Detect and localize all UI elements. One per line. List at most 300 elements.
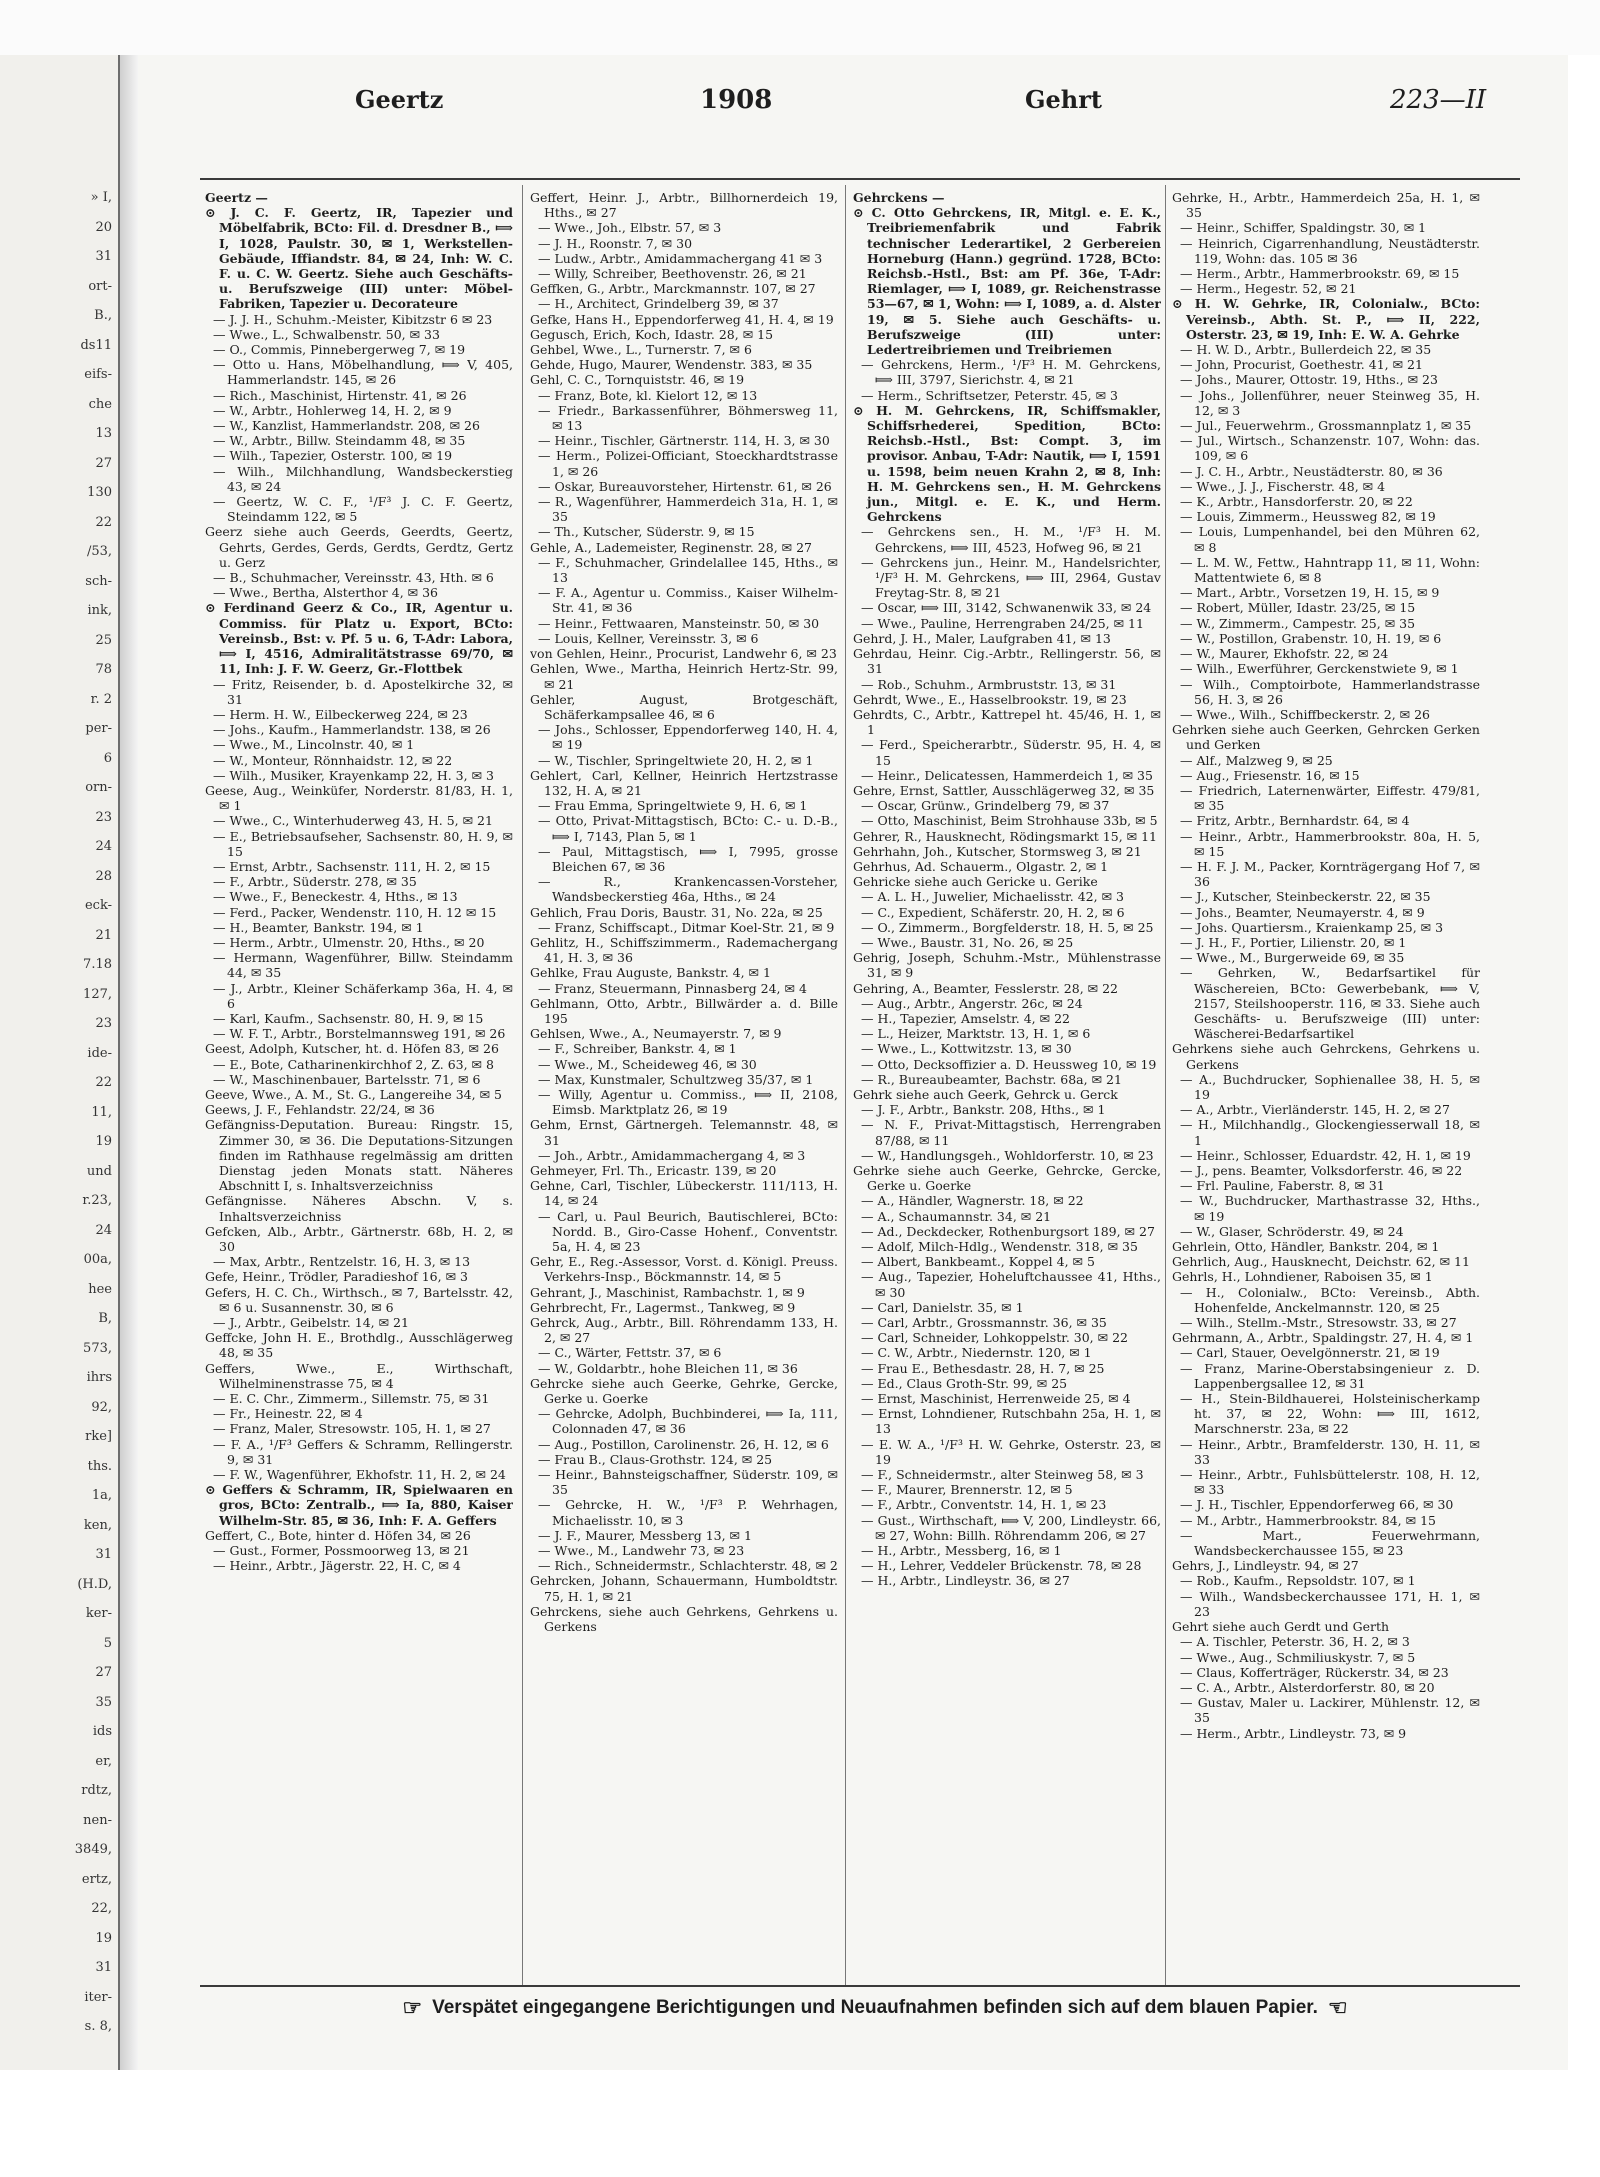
directory-entry: — Willy, Schreiber, Beethovenstr. 26, ✉ 21: [538, 266, 807, 282]
directory-entry: — B., Schuhmacher, Vereinsstr. 43, Hth. ✉ 6: [213, 570, 494, 586]
adjacent-page-fragment: 1a,: [91, 1488, 112, 1503]
header-first-entry: Geertz: [355, 85, 444, 114]
directory-entry: — Fr., Heinestr. 22, ✉ 4: [213, 1406, 363, 1422]
adjacent-page-fragment: ds11: [80, 337, 112, 353]
directory-entry: — W., Maurer, Ekhofstr. 22, ✉ 24: [1180, 646, 1389, 662]
adjacent-page-fragment: 78: [95, 662, 112, 677]
directory-entry: — Aug., Postillon, Carolinenstr. 26, H. 12, ✉ 6: [538, 1436, 829, 1452]
adjacent-page-fragment: 23: [95, 809, 112, 825]
directory-entry: — W., Buchdrucker, Marthastrasse 32, Hths., ✉ 19: [1180, 1193, 1480, 1224]
directory-entry: Geffken, G., Arbtr., Marckmannstr. 107, ✉ 27: [530, 281, 816, 297]
directory-entry: — Louis, Lumpenhandel, bei den Mühren 62, ✉ 8: [1180, 524, 1480, 555]
directory-entry: — F., Schreiber, Bankstr. 4, ✉ 1: [538, 1041, 737, 1057]
directory-entry: — Otto u. Hans, Möbelhandlung, ⟾ V, 405, Hammerlandstr. 145, ✉ 26: [213, 357, 513, 388]
adjacent-page-fragment: 00a,: [83, 1252, 112, 1267]
adjacent-page-fragment: 22: [95, 1075, 112, 1090]
directory-entry: — Gust., Former, Possmoorweg 13, ✉ 21: [213, 1543, 470, 1559]
directory-entry: — J., Kutscher, Steinbeckerstr. 22, ✉ 35: [1180, 889, 1431, 905]
directory-entry: Geews, J. F., Fehlandstr. 22/24, ✉ 36: [205, 1102, 435, 1118]
directory-entry: Gehrhus, Ad. Schauerm., Olgastr. 2, ✉ 1: [853, 858, 1109, 874]
adjacent-page-fragment: 35: [95, 1694, 112, 1710]
adjacent-page-fragment: ths.: [87, 1458, 112, 1474]
directory-entry: — Heinrich, Cigarrenhandlung, Neustädterstr. 119, Wohn: das. 105 ✉ 36: [1180, 235, 1480, 266]
directory-entry: — A. Tischler, Peterstr. 36, H. 2, ✉ 3: [1180, 1634, 1410, 1650]
directory-entry: — Heinr., Tischler, Gärtnerstr. 114, H. 3, ✉ 30: [538, 433, 830, 449]
directory-entry: — Wwe., M., Burgerweide 69, ✉ 35: [1180, 950, 1405, 966]
directory-entry: Geese, Aug., Weinküfer, Norderstr. 81/83, H. 1, ✉ 1: [205, 782, 513, 814]
directory-entry: — Johs., Kaufm., Hammerlandstr. 138, ✉ 26: [213, 722, 491, 738]
directory-entry: — H., Arbtr., Messberg, 16, ✉ 1: [861, 1543, 1062, 1559]
adjacent-page-fragment: 24: [95, 1222, 112, 1238]
directory-entry: — Wilh., Ewerführer, Gerckenstwiete 9, ✉ 1: [1180, 661, 1459, 677]
directory-entry: — Frau B., Claus-Grothstr. 124, ✉ 25: [538, 1451, 773, 1467]
directory-entry: — Herm., Schriftsetzer, Peterstr. 45, ✉ 3: [861, 387, 1119, 403]
directory-entry: — Gehrcke, Adolph, Buchbinderei, ⟾ Ia, 111, Colonnaden 47, ✉ 36: [538, 1406, 838, 1437]
adjacent-page-fragment: 19: [95, 1930, 112, 1946]
directory-entry: — C. W., Arbtr., Niedernstr. 120, ✉ 1: [861, 1345, 1092, 1361]
adjacent-page-fragment: 3849,: [74, 1842, 112, 1857]
adjacent-page-fragment: 31: [95, 1547, 112, 1562]
directory-entry: — W., Monteur, Rönnhaidstr. 12, ✉ 22: [213, 752, 453, 768]
firm-entry: ⊙ H. W. Gehrke, IR, Colonialw., BCto: Vereinsb., Abth. St. P., ⟾ II, 222, Osterstr. 23, ✉ 19, Inh: E. W. A. Gehrke: [1172, 296, 1480, 342]
directory-entry: — Gehrckens, Herm., ¹/F³ H. M. Gehrckens, ⟾ III, 3797, Sierichstr. 4, ✉ 21: [861, 357, 1161, 388]
directory-entry: — F., Schuhmacher, Grindelallee 145, Hths., ✉ 13: [538, 554, 838, 586]
adjacent-page-fragment: 27: [95, 455, 112, 471]
directory-entry: Gehm, Ernst, Gärtnergeh. Telemannstr. 48, ✉ 31: [530, 1117, 838, 1148]
adjacent-page-fragment: nen-: [83, 1812, 112, 1828]
directory-entry: — Willy, Agentur u. Commiss., ⟾ II, 2108, Eimsb. Marktplatz 26, ✉ 19: [538, 1086, 838, 1118]
directory-entry: Gehrlich, Aug., Hausknecht, Deichstr. 62, ✉ 11: [1172, 1254, 1470, 1270]
directory-entry: — K., Arbtr., Hansdorferstr. 20, ✉ 22: [1180, 494, 1413, 510]
directory-entry: — Frau Emma, Springeltwiete 9, H. 6, ✉ 1: [538, 798, 808, 814]
directory-entry: — Heinr., Arbtr., Bramfelderstr. 130, H. 11, ✉ 33: [1180, 1436, 1480, 1467]
directory-entry: — Otto, Maschinist, Beim Strohhause 33b, ✉ 5: [861, 813, 1158, 829]
directory-entry: — H., Arbtr., Lindleystr. 36, ✉ 27: [861, 1573, 1070, 1589]
directory-entry: — W., Handlungsgeh., Wohldorferstr. 10, ✉ 23: [861, 1147, 1154, 1163]
directory-entry: — F., Maurer, Brennerstr. 12, ✉ 5: [861, 1482, 1073, 1498]
directory-entry: — Gehrcke, H. W., ¹/F³ P. Wehrhagen, Michaelisstr. 10, ✉ 3: [538, 1497, 838, 1528]
directory-entry: — Heinr., Arbtr., Hammerbrookstr. 80a, H. 5, ✉ 15: [1180, 828, 1480, 859]
adjacent-page-fragment: r. 2: [90, 691, 112, 707]
directory-entry: — Carl, Danielstr. 35, ✉ 1: [861, 1299, 1024, 1315]
directory-entry: Gehrk siehe auch Geerk, Gehrck u. Gerck: [853, 1086, 1118, 1102]
directory-entry: — Carl, Arbtr., Grossmannstr. 36, ✉ 35: [861, 1315, 1107, 1331]
directory-entry: Gefängniss-Deputation. Bureau: Ringstr. 15, Zimmer 30, ✉ 36. Die Deputations-Sitzungen finden im Rathhause regelmässig am dritten Dienstag jeden Monats statt. Näheres Abschnitt I, s. Inhaltsverzeichniss: [205, 1117, 513, 1194]
directory-entry: — Gust., Wirthschaft, ⟾ V, 200, Lindleystr. 66, ✉ 27, Wohn: Billh. Röhrendamm 206, ✉ 27: [861, 1512, 1161, 1543]
directory-entry: — Mart., Feuerwehrmann, Wandsbeckerchaussee 155, ✉ 23: [1180, 1527, 1480, 1559]
adjacent-page-fragment: ihrs: [86, 1370, 112, 1385]
header-rule: [200, 178, 1520, 180]
directory-entry: — Rich., Maschinist, Hirtenstr. 41, ✉ 26: [213, 387, 467, 403]
adjacent-page-fragment: B.,: [94, 308, 112, 323]
directory-entry: — Wwe., M., Scheideweg 46, ✉ 30: [538, 1056, 757, 1072]
directory-entry: — Robert, Müller, Idastr. 23/25, ✉ 15: [1180, 600, 1416, 616]
directory-entry: Gehrckens, siehe auch Gehrkens, Gehrkens u. Gerkens: [530, 1603, 838, 1635]
directory-entry: — Herm., Arbtr., Hammerbrookstr. 69, ✉ 15: [1180, 266, 1460, 282]
directory-entry: — Wwe., M., Lincolnstr. 40, ✉ 1: [213, 737, 415, 753]
directory-entry: — O., Zimmerm., Borgfelderstr. 18, H. 5, ✉ 25: [861, 919, 1154, 935]
column-divider: [845, 185, 846, 1985]
directory-entry: — Th., Kutscher, Süderstr. 9, ✉ 15: [538, 524, 755, 540]
directory-entry: — H., Architect, Grindelberg 39, ✉ 37: [538, 296, 779, 312]
directory-entry: — C., Wärter, Fettstr. 37, ✉ 6: [538, 1345, 722, 1361]
footer-notice: [230, 1995, 1520, 2019]
directory-entry: — Carl, Schneider, Lohkoppelstr. 30, ✉ 22: [861, 1330, 1128, 1346]
directory-entry: — Wwe., J. J., Fischerstr. 48, ✉ 4: [1180, 478, 1386, 494]
directory-entry: Gegusch, Erich, Koch, Idastr. 28, ✉ 15: [530, 326, 774, 342]
scan-margin-top: [0, 0, 1600, 55]
directory-entry: — Wwe., Baustr. 31, No. 26, ✉ 25: [861, 934, 1074, 950]
directory-entry: — F. A., ¹/F³ Geffers & Schramm, Rellingerstr. 9, ✉ 31: [213, 1436, 513, 1467]
directory-entry: — Gustav, Maler u. Lackirer, Mühlenstr. 12, ✉ 35: [1180, 1695, 1480, 1726]
directory-entry: — Gehrckens jun., Heinr. M., Handelsrichter, ¹/F³ H. M. Gehrckens, ⟾ III, 2964, Gustav Freytag-Str. 8, ✉ 21: [861, 554, 1161, 601]
directory-entry: — W., Tischler, Springeltwiete 20, H. 2, ✉ 1: [538, 752, 814, 768]
directory-entry: — J., Arbtr., Kleiner Schäferkamp 36a, H. 4, ✉ 6: [213, 980, 513, 1011]
directory-entry: — W., Glaser, Schröderstr. 49, ✉ 24: [1180, 1223, 1404, 1239]
directory-entry: — Wwe., Wilh., Schiffbeckerstr. 2, ✉ 26: [1180, 706, 1431, 722]
directory-entry: — Franz, Marine-Oberstabsingenieur z. D. Lappenbergsallee 12, ✉ 31: [1180, 1360, 1480, 1391]
directory-entry: — H., Stein-Bildhauerei, Holsteinischerkamp ht. 37, ✉ 22, Wohn: ⟾ III, 1612, Marschnerstr. 23a, ✉ 22: [1180, 1391, 1480, 1437]
directory-entry: — Herm. H. W., Eilbeckerweg 224, ✉ 23: [213, 706, 468, 722]
directory-entry: Gehmeyer, Frl. Th., Ericastr. 139, ✉ 20: [530, 1163, 777, 1178]
directory-entry: — Frau E., Bethesdastr. 28, H. 7, ✉ 25: [861, 1360, 1105, 1376]
directory-entry: Gehl, C. C., Tornquiststr. 46, ✉ 19: [530, 372, 745, 388]
directory-entry: — J. F., Maurer, Messberg 13, ✉ 1: [538, 1527, 752, 1543]
directory-entry: — F., Arbtr., Conventstr. 14, H. 1, ✉ 23: [861, 1497, 1107, 1513]
directory-entry: — Louis, Zimmerm., Heussweg 82, ✉ 19: [1180, 509, 1436, 525]
adjacent-page-fragment: 19: [95, 1134, 112, 1149]
directory-entry: — W., Arbtr., Hohlerweg 14, H. 2, ✉ 9: [213, 402, 452, 418]
directory-column-4: [1172, 190, 1480, 1980]
directory-entry: Gehrck, Aug., Arbtr., Bill. Röhrendamm 133, H. 2, ✉ 27: [530, 1315, 838, 1346]
directory-entry: Gehrer, R., Hausknecht, Rödingsmarkt 15, ✉ 11: [853, 828, 1158, 844]
directory-entry: Geffert, C., Bote, hinter d. Höfen 34, ✉ 26: [205, 1527, 471, 1543]
directory-entry: Gehrke, H., Arbtr., Hammerdeich 25a, H. 1, ✉ 35: [1172, 190, 1480, 221]
directory-column-2: [530, 190, 838, 1980]
directory-entry: — Alf., Malzweg 9, ✉ 25: [1180, 752, 1333, 768]
directory-entry: Gehlmann, Otto, Arbtr., Billwärder a. d. Bille 195: [530, 995, 838, 1026]
adjacent-page-fragment: » I,: [90, 190, 112, 205]
adjacent-page-fragment: ids: [92, 1724, 112, 1739]
directory-entry: — Frl. Pauline, Faberstr. 8, ✉ 31: [1180, 1178, 1385, 1194]
directory-entry: Gefcken, Alb., Arbtr., Gärtnerstr. 68b, H. 2, ✉ 30: [205, 1223, 513, 1255]
directory-entry: Gehrant, J., Maschinist, Rambachstr. 1, ✉ 9: [530, 1284, 805, 1300]
directory-entry: — Aug., Arbtr., Angerstr. 26c, ✉ 24: [861, 995, 1083, 1011]
firm-entry: ⊙ H. M. Gehrckens, IR, Schiffsmakler, Schiffsrhederei, Spedition, BCto: Reichsb.-Hstl., Bst: Compt. 3, im provisor. Anbau, T-Adr: Nautik, ⟾ I, 1591 u. 1598, beim neuen Krahn 2, ✉ 8, Inh: H. M. Gehrckens sen., H. M. Gehrckens jun., Mitgl. e. E. K., und Herm. Gehrckens: [853, 402, 1161, 525]
directory-column-3: [853, 190, 1161, 1980]
directory-entry: Geffert, Heinr. J., Arbtr., Billhornerdeich 19, Hths., ✉ 27: [530, 190, 838, 221]
adjacent-page-fragment: 5: [103, 1635, 112, 1651]
adjacent-page-fragment: B,: [98, 1311, 112, 1326]
directory-entry: — W., Kanzlist, Hammerlandstr. 208, ✉ 26: [213, 418, 480, 434]
pointing-hand-left-icon: ☜: [1327, 1995, 1348, 2020]
directory-entry: Gehrkens siehe auch Gehrckens, Gehrkens u. Gerkens: [1172, 1041, 1480, 1072]
directory-entry: Gehrdt, Wwe., E., Hasselbrookstr. 19, ✉ 23: [853, 691, 1127, 707]
directory-entry: — W., Arbtr., Billw. Steindamm 48, ✉ 35: [213, 433, 466, 449]
directory-entry: — Louis, Kellner, Vereinsstr. 3, ✉ 6: [538, 630, 759, 646]
directory-entry: — Max, Arbtr., Rentzelstr. 16, H. 3, ✉ 13: [213, 1254, 471, 1270]
directory-entry: Gehrlein, Otto, Händler, Bankstr. 204, ✉ 1: [1172, 1239, 1440, 1255]
adjacent-page-fragment: iter-: [84, 1989, 112, 2005]
directory-entry: — Jul., Wirtsch., Schanzenstr. 107, Wohn: das. 109, ✉ 6: [1180, 433, 1480, 464]
adjacent-page-fragment: sch-: [85, 573, 112, 589]
header-last-entry: Gehrt: [1025, 85, 1102, 114]
adjacent-page-fragment: rdtz,: [81, 1783, 112, 1798]
directory-entry: — E., Bote, Catharinenkirchhof 2, Z. 63, ✉ 8: [213, 1056, 494, 1072]
directory-entry: — Gehrckens sen., H. M., ¹/F³ H. M. Gehrckens, ⟾ III, 4523, Hofweg 96, ✉ 21: [861, 524, 1161, 555]
adjacent-page-fragment: 11,: [91, 1104, 112, 1120]
directory-entry: Gehlich, Frau Doris, Baustr. 31, No. 22a, ✉ 25: [530, 904, 823, 920]
directory-entry: — Heinr., Arbtr., Jägerstr. 22, H. C, ✉ 4: [213, 1558, 461, 1574]
directory-entry: — J., Arbtr., Geibelstr. 14, ✉ 21: [213, 1315, 409, 1331]
adjacent-page-fragment: 13: [95, 426, 112, 441]
adjacent-page-fragment: ink,: [87, 603, 112, 618]
adjacent-page-fragment: 31: [95, 249, 112, 264]
directory-entry: Gefers, H. C. Ch., Wirthsch., ✉ 7, Bartelsstr. 42, ✉ 6 u. Susannenstr. 30, ✉ 6: [205, 1284, 513, 1315]
directory-entry: — N. F., Privat-Mittagstisch, Herrengraben 87/88, ✉ 11: [861, 1117, 1161, 1148]
directory-entry: — Wilh., Tapezier, Osterstr. 100, ✉ 19: [213, 448, 453, 464]
directory-entry: — H., Tapezier, Amselstr. 4, ✉ 22: [861, 1010, 1070, 1026]
directory-entry: — Wwe., Pauline, Herrengraben 24/25, ✉ 11: [861, 615, 1144, 631]
directory-entry: Gehrls, H., Lohndiener, Raboisen 35, ✉ 1: [1172, 1269, 1433, 1285]
directory-entry: — Johs., Schlosser, Eppendorferweg 140, H. 4, ✉ 19: [538, 722, 838, 753]
directory-entry: — L., Heizer, Marktstr. 13, H. 1, ✉ 6: [861, 1026, 1091, 1042]
directory-entry: — W., Zimmerm., Campestr. 25, ✉ 35: [1180, 615, 1416, 631]
directory-entry: — Wwe., L., Schwalbenstr. 50, ✉ 33: [213, 326, 440, 342]
directory-entry: — Wilh., Milchhandlung, Wandsbeckerstieg 43, ✉ 24: [213, 463, 513, 494]
directory-entry: Gehrcke siehe auch Geerke, Gehrke, Gercke, Gerke u. Goerke: [530, 1375, 838, 1407]
adjacent-page-fragment: hee: [88, 1281, 112, 1297]
adjacent-page-fragment: 22,: [91, 1901, 112, 1916]
directory-entry: — Albert, Bankbeamt., Koppel 4, ✉ 5: [861, 1254, 1095, 1270]
adjacent-page-fragment: rke]: [85, 1429, 112, 1444]
adjacent-page-fragment: 6: [103, 750, 112, 766]
adjacent-page-fragment: ertz,: [81, 1871, 112, 1887]
directory-entry: — M., Arbtr., Hammerbrookstr. 84, ✉ 15: [1180, 1512, 1436, 1528]
directory-entry: — Franz, Schiffscapt., Ditmar Koel-Str. 21, ✉ 9: [538, 919, 835, 935]
adjacent-page-fragment: eifs-: [84, 367, 112, 382]
directory-entry: — Max, Kunstmaler, Schultzweg 35/37, ✉ 1: [538, 1071, 814, 1087]
directory-entry: — Aug., Tapezier, Hoheluftchaussee 41, Hths., ✉ 30: [861, 1269, 1161, 1300]
directory-entry: — Oscar, ⟾ III, 3142, Schwanenwik 33, ✉ 24: [861, 600, 1152, 616]
directory-entry: — Heinr., Fettwaaren, Mansteinstr. 50, ✉ 30: [538, 615, 820, 631]
directory-entry: Gehre, Ernst, Sattler, Ausschlägerweg 32, ✉ 35: [853, 782, 1155, 798]
adjacent-page-fragment: s. 8,: [84, 2019, 112, 2034]
directory-entry: — Geertz, W. C. F., ¹/F³ J. C. F. Geertz, Steindamm 122, ✉ 5: [213, 494, 513, 525]
directory-entry: Gehlke, Frau Auguste, Bankstr. 4, ✉ 1: [530, 965, 771, 981]
directory-entry: — Wwe., M., Landwehr 73, ✉ 23: [538, 1543, 745, 1559]
directory-entry: — Fritz, Arbtr., Bernhardstr. 64, ✉ 4: [1180, 813, 1410, 829]
directory-entry: — O., Commis, Pinnebergerweg 7, ✉ 19: [213, 342, 466, 358]
footer-rule: [200, 1985, 1520, 1987]
adjacent-page-fragment: 92,: [91, 1399, 112, 1415]
directory-entry: — Franz, Steuermann, Pinnasberg 24, ✉ 4: [538, 980, 807, 996]
adjacent-page-fragment: 7.18: [83, 957, 112, 972]
directory-entry: — Ferd., Speicherarbtr., Süderstr. 95, H. 4, ✉ 15: [861, 737, 1161, 768]
directory-entry: — Johs., Maurer, Ottostr. 19, Hths., ✉ 23: [1180, 372, 1438, 388]
directory-entry: — Ed., Claus Groth-Str. 99, ✉ 25: [861, 1375, 1068, 1391]
directory-entry: Geffers, Wwe., E., Wirthschaft, Wilhelminenstrasse 75, ✉ 4: [205, 1360, 513, 1391]
directory-entry: — W., Postillon, Grabenstr. 10, H. 19, ✉ 6: [1180, 630, 1442, 646]
directory-entry: Geffcke, John H. E., Brothdlg., Ausschlägerweg 48, ✉ 35: [205, 1330, 513, 1361]
adjacent-page-fragment: er,: [95, 1753, 112, 1769]
directory-entry: Gehlen, Wwe., Martha, Heinrich Hertz-Str. 99, ✉ 21: [530, 661, 838, 692]
directory-entry: Gehring, A., Beamter, Fesslerstr. 28, ✉ 22: [853, 980, 1118, 996]
footer-notice-text: Verspätet eingegangene Berichtigungen und Neuaufnahmen befinden sich auf dem blauen Papier.: [432, 1997, 1318, 2018]
book-gutter: [120, 55, 138, 2070]
continued-heading: Geertz —: [205, 190, 268, 205]
directory-entry: Gehde, Hugo, Maurer, Wendenstr. 383, ✉ 35: [530, 357, 813, 373]
directory-entry: Gehrmann, A., Arbtr., Spaldingstr. 27, H. 4, ✉ 1: [1172, 1330, 1474, 1346]
directory-entry: — A., Schaumannstr. 34, ✉ 21: [861, 1208, 1052, 1224]
directory-entry: Gehne, Carl, Tischler, Lübeckerstr. 111/113, H. 14, ✉ 24: [530, 1178, 838, 1209]
adjacent-page-fragment: 23: [95, 1016, 112, 1031]
directory-entry: Gehrs, J., Lindleystr. 94, ✉ 27: [1172, 1558, 1359, 1574]
pointing-hand-right-icon: ☞: [402, 1995, 423, 2020]
directory-entry: Geerz siehe auch Geerds, Geerdts, Geertz, Gehrts, Gerdes, Gerds, Gerdts, Gerdtz, Gertz u. Gerz: [205, 524, 513, 570]
directory-entry: — R., Bureaubeamter, Bachstr. 68a, ✉ 21: [861, 1071, 1122, 1087]
directory-entry: — C. A., Arbtr., Alsterdorferstr. 80, ✉ 20: [1180, 1679, 1435, 1695]
directory-entry: — H., Beamter, Bankstr. 194, ✉ 1: [213, 919, 424, 935]
directory-entry: — E. C. Chr., Zimmerm., Sillemstr. 75, ✉ 31: [213, 1391, 490, 1407]
adjacent-page-fragment: 130: [87, 485, 112, 500]
firm-entry: ⊙ C. Otto Gehrckens, IR, Mitgl. e. E. K., Treibriemenfabrik und Fabrik technischer Lederartikel, 2 Gerbereien Horneburg (Hann.) gegründ. 1728, BCto: Reichsb.-Hstl., Bst: am Pf. 36e, T-Adr: Riemlager, ⟾ I, 1089, gr. Reichenstrasse 53—67, ✉ 1, Wohn: ⟾ I, 1089, a. d. Alster 19, ✉ 5. Siehe auch Geschäfts- u. Berufszweige (III) unter: Ledertreibriemen und Treibriemen: [853, 205, 1161, 358]
directory-entry: — Hermann, Wagenführer, Billw. Steindamm 44, ✉ 35: [213, 950, 513, 981]
directory-entry: — Herm., Polizei-Officiant, Stoeckhardtstrasse 1, ✉ 26: [538, 448, 838, 479]
directory-entry: — A., Arbtr., Vierländerstr. 145, H. 2, ✉ 27: [1180, 1102, 1450, 1118]
directory-entry: Gefke, Hans H., Eppendorferweg 41, H. 4, ✉ 19: [530, 311, 834, 327]
directory-entry: — Rich., Schneidermstr., Schlachterstr. 48, ✉ 2: [538, 1558, 838, 1574]
directory-column-1: [205, 190, 513, 1980]
directory-entry: — Herm., Arbtr., Lindleystr. 73, ✉ 9: [1180, 1725, 1407, 1741]
directory-entry: Gehrdau, Heinr. Cig.-Arbtr., Rellingerstr. 56, ✉ 31: [853, 646, 1161, 677]
directory-entry: Gehrd, J. H., Maler, Laufgraben 41, ✉ 13: [853, 630, 1111, 646]
directory-entry: — A., Buchdrucker, Sophienallee 38, H. 5, ✉ 19: [1180, 1071, 1480, 1102]
directory-entry: — Paul, Mittagstisch, ⟾ I, 7995, grosse Bleichen 67, ✉ 36: [538, 843, 838, 874]
directory-entry: — A. L. H., Juwelier, Michaelisstr. 42, ✉ 3: [861, 889, 1124, 905]
directory-entry: — J. J. H., Schuhm.-Meister, Kibitzstr 6 ✉ 23: [213, 311, 493, 327]
directory-entry: — Herm., Hegestr. 52, ✉ 21: [1180, 281, 1357, 297]
firm-entry: ⊙ Geffers & Schramm, IR, Spielwaaren en gros, BCto: Zentralb., ⟾ Ia, 880, Kaiser Wilhelm-Str. 85, ✉ 36, Inh: F. A. Geffers: [205, 1482, 513, 1528]
directory-entry: — Ernst, Lohndiener, Rutschbahn 25a, H. 1, ✉ 13: [861, 1406, 1161, 1437]
directory-entry: — Heinr., Delicatessen, Hammerdeich 1, ✉ 35: [861, 767, 1153, 783]
directory-entry: — W., Maschinenbauer, Bartelsstr. 71, ✉ 6: [213, 1071, 481, 1087]
directory-entry: — Wwe., C., Winterhuderweg 43, H. 5, ✉ 21: [213, 813, 493, 829]
directory-entry: — Wilh., Comptoirbote, Hammerlandstrasse 56, H. 3, ✉ 26: [1180, 676, 1480, 707]
directory-entry: — H., Lehrer, Veddeler Brückenstr. 78, ✉ 28: [861, 1558, 1142, 1574]
adjacent-page-fragment: per-: [85, 721, 112, 736]
directory-entry: — J. H., Roonstr. 7, ✉ 30: [538, 235, 693, 251]
directory-entry: — E. W. A., ¹/F³ H. W. Gehrke, Osterstr. 23, ✉ 19: [861, 1436, 1161, 1467]
directory-entry: Gehrt siehe auch Gerdt und Gerth: [1172, 1619, 1390, 1635]
directory-entry: — Ernst, Arbtr., Sachsenstr. 111, H. 2, ✉ 15: [213, 858, 491, 874]
directory-entry: Gehrdts, C., Arbtr., Kattrepel ht. 45/46, H. 1, ✉ 1: [853, 706, 1161, 738]
directory-entry: — Otto, Privat-Mittagstisch, BCto: C.- u. D.-B., ⟾ I, 7143, Plan 5, ✉ 1: [538, 813, 838, 844]
directory-entry: Gefe, Heinr., Trödler, Paradieshof 16, ✉ 3: [205, 1269, 468, 1285]
directory-entry: — Jul., Feuerwehrm., Grossmannplatz 1, ✉ 35: [1180, 418, 1472, 434]
directory-entry: — Wwe., F., Beneckestr. 4, Hths., ✉ 13: [213, 889, 458, 905]
adjacent-page-fragment: /53,: [86, 544, 112, 559]
directory-entry: — Ad., Deckdecker, Rothenburgsort 189, ✉ 27: [861, 1223, 1155, 1239]
directory-entry: — C., Expedient, Schäferstr. 20, H. 2, ✉ 6: [861, 904, 1125, 920]
directory-entry: Gehr, E., Reg.-Assessor, Vorst. d. Königl. Preuss. Verkehrs-Insp., Böckmannstr. 14, ✉ 5: [530, 1254, 838, 1285]
directory-entry: Gehricke siehe auch Gericke u. Gerike: [853, 874, 1098, 890]
directory-entry: Gehrig, Joseph, Schuhm.-Mstr., Mühlenstrasse 31, ✉ 9: [853, 950, 1161, 981]
directory-entry: — Wwe., Joh., Elbstr. 57, ✉ 3: [538, 220, 722, 236]
adjacent-page-fragment: ken,: [83, 1517, 112, 1533]
directory-entry: — H., Milchhandlg., Glockengiesserwall 18, ✉ 1: [1180, 1117, 1480, 1148]
directory-entry: — Joh., Arbtr., Amidammachergang 4, ✉ 3: [538, 1147, 806, 1163]
header-year: 1908: [700, 85, 773, 115]
adjacent-page-fragment: orn-: [85, 780, 112, 795]
directory-entry: — Heinr., Schlosser, Eduardstr. 42, H. 1, ✉ 19: [1180, 1147, 1471, 1163]
scan-margin-bottom: [0, 2070, 1600, 2177]
directory-entry: — Carl, Stauer, Oevelgönnerstr. 21, ✉ 19: [1180, 1345, 1440, 1361]
directory-entry: — Herm., Arbtr., Ulmenstr. 20, Hths., ✉ 20: [213, 934, 485, 950]
adjacent-page-fragment: 21: [95, 927, 112, 943]
adjacent-page-fragment: 20: [95, 219, 112, 235]
adjacent-page-fragment: che: [88, 396, 112, 412]
directory-entry: — F. W., Wagenführer, Ekhofstr. 11, H. 2, ✉ 24: [213, 1467, 506, 1483]
directory-entry: — J. H., Tischler, Eppendorferweg 66, ✉ 30: [1180, 1497, 1454, 1513]
adjacent-page-fragment: 22: [95, 514, 112, 530]
directory-entry: — Otto, Decksoffizier a. D. Heussweg 10, ✉ 19: [861, 1056, 1157, 1072]
adjacent-page-fragment: ide-: [87, 1045, 112, 1061]
adjacent-page-fragment: eck-: [84, 898, 112, 913]
directory-entry: — Wwe., Bertha, Alsterthor 4, ✉ 36: [213, 585, 439, 601]
adjacent-page-edge: [0, 55, 120, 2070]
column-divider: [1165, 185, 1166, 1985]
directory-entry: — Adolf, Milch-Hdlg., Wendenstr. 318, ✉ 35: [861, 1239, 1138, 1255]
directory-entry: — Fritz, Reisender, b. d. Apostelkirche 32, ✉ 31: [213, 676, 513, 707]
directory-entry: — Aug., Friesenstr. 16, ✉ 15: [1180, 767, 1360, 783]
directory-entry: — F., Arbtr., Süderstr. 278, ✉ 35: [213, 874, 417, 890]
adjacent-page-fragment: 27: [95, 1665, 112, 1680]
directory-entry: — Rob., Schuhm., Armbruststr. 13, ✉ 31: [861, 676, 1117, 692]
directory-entry: — Heinr., Arbtr., Fuhlsbüttelerstr. 108, H. 12, ✉ 33: [1180, 1467, 1480, 1498]
directory-entry: — R., Wagenführer, Hammerdeich 31a, H. 1, ✉ 35: [538, 494, 838, 525]
directory-entry: — Karl, Kaufm., Sachsenstr. 80, H. 9, ✉ 15: [213, 1010, 484, 1026]
directory-entry: — Wwe., L., Kottwitzstr. 13, ✉ 30: [861, 1041, 1072, 1057]
directory-entry: Gehrbrecht, Fr., Lagermst., Tankweg, ✉ 9: [530, 1299, 796, 1315]
adjacent-page-fragment: 573,: [83, 1340, 112, 1356]
column-divider: [522, 185, 523, 1985]
directory-entry: — Johs., Beamter, Neumayerstr. 4, ✉ 9: [1180, 904, 1425, 920]
directory-entry: — Carl, u. Paul Beurich, Bautischlerei, BCto: Nordd. B., Giro-Casse Hohenf., Conventstr. 5a, H. 4, ✉ 23: [538, 1208, 838, 1255]
directory-entry: — F., Schneidermstr., alter Steinweg 58, ✉ 3: [861, 1467, 1144, 1483]
directory-entry: — Johs., Jollenführer, neuer Steinweg 35, H. 12, ✉ 3: [1180, 387, 1480, 418]
directory-entry: Gehlsen, Wwe., A., Neumayerstr. 7, ✉ 9: [530, 1026, 782, 1042]
directory-entry: — Franz, Bote, kl. Kielort 12, ✉ 13: [538, 387, 758, 403]
directory-entry: — Wilh., Wandsbeckerchaussee 171, H. 1, ✉ 23: [1180, 1588, 1480, 1619]
directory-entry: Gehbel, Wwe., L., Turnerstr. 7, ✉ 6: [530, 342, 752, 358]
directory-entry: — L. M. W., Fettw., Hahntrapp 11, ✉ 11, Wohn: Mattentwiete 6, ✉ 8: [1180, 554, 1480, 586]
directory-entry: — Friedrich, Laternenwärter, Eiffestr. 479/81, ✉ 35: [1180, 782, 1480, 814]
adjacent-page-fragment: 28: [95, 868, 112, 884]
directory-entry: Gehlert, Carl, Kellner, Heinrich Hertzstrasse 132, H. A, ✉ 21: [530, 767, 838, 798]
directory-entry: — W., Goldarbtr., hohe Bleichen 11, ✉ 36: [538, 1360, 798, 1376]
directory-entry: — F. A., Agentur u. Commiss., Kaiser Wilhelm-Str. 41, ✉ 36: [538, 585, 838, 616]
directory-entry: — H., Colonialw., BCto: Vereinsb., Abth. Hohenfelde, Anckelmannstr. 120, ✉ 25: [1180, 1284, 1480, 1315]
adjacent-page-fragment: r.23,: [82, 1193, 112, 1208]
directory-entry: Geeve, Wwe., A. M., St. G., Langereihe 34, ✉ 5: [205, 1086, 502, 1102]
page-number: 223—II: [1390, 85, 1487, 115]
directory-entry: — Rob., Kaufm., Repsoldstr. 107, ✉ 1: [1180, 1573, 1416, 1589]
adjacent-page-fragment: 25: [95, 632, 112, 648]
directory-entry: — Mart., Arbtr., Vorsetzen 19, H. 15, ✉ 9: [1180, 585, 1440, 601]
directory-entry: — J. C. H., Arbtr., Neustädterstr. 80, ✉ 36: [1180, 463, 1443, 479]
adjacent-page-fragment: 31: [95, 1960, 112, 1975]
